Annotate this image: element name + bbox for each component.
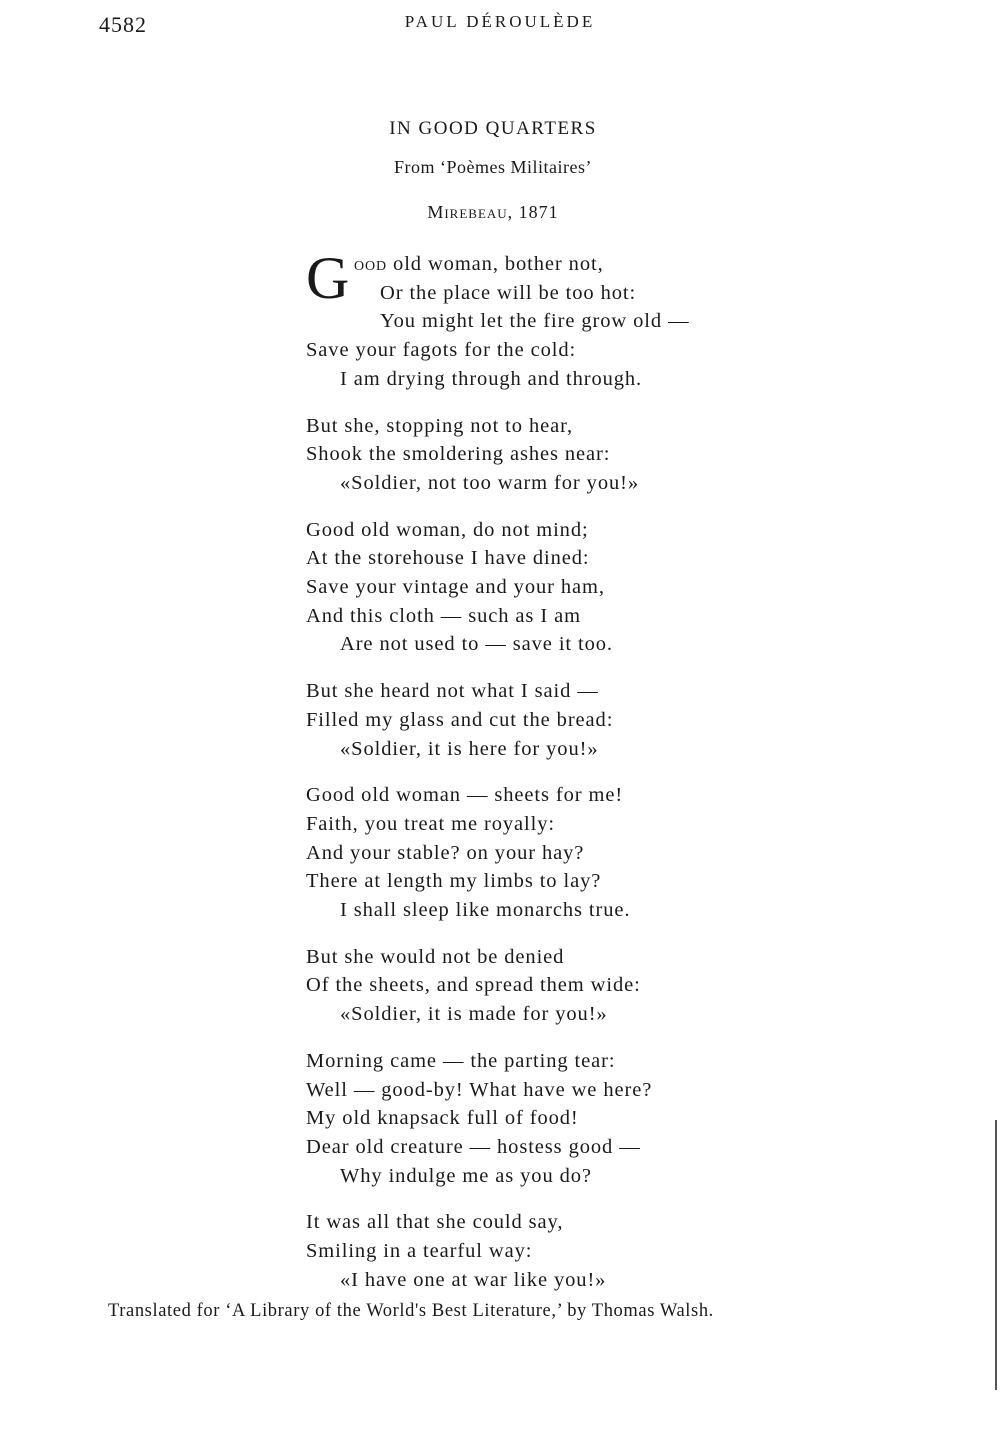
stanza [306,943,866,1029]
poem-line: Save your vintage and your ham, [306,576,605,599]
running-head: PAUL DÉROULÈDE [404,12,596,31]
poem-line: And this cloth — such as I am [306,604,581,627]
poem-line: «I have one at war like you!» [340,1268,607,1291]
poem-line: Of the sheets, and spread them wide: [306,974,641,997]
poem-line: I am drying through and through. [340,367,643,390]
poem-line: But she would not be denied [306,945,565,968]
poem-line: I shall sleep like monarchs true. [340,899,631,922]
poem-line: Well — good-by! What have we here? [306,1078,653,1101]
stanza [306,677,866,763]
poem-line: There at length my limbs to lay? [306,870,602,893]
stanza [306,412,866,498]
poem-line: Smiling in a tearful way: [306,1240,533,1263]
poem-line: «Soldier, it is here for you!» [340,737,599,760]
stanza [306,1047,866,1191]
poem-line: You might let the fire grow old — [380,310,690,333]
dateline-year: 1871 [518,202,559,222]
poem-line: Save your fagots for the cold: [306,339,577,362]
poem-source: From ‘Poèmes Militaires’ [394,157,592,177]
poem-line: Dear old creature — hostess good — [306,1135,641,1158]
poem-body [306,245,866,1313]
page-number: 4582 [99,12,147,37]
poem-line: Good old woman, do not mind; [306,518,589,541]
poem-line: Are not used to — save it too. [340,633,613,656]
margin-rule [995,1120,997,1390]
stanza [306,516,866,660]
poem-line: And your stable? on your hay? [306,841,585,864]
first-word-rest: ood [354,253,388,275]
stanza [306,781,866,925]
stanza [306,1208,866,1294]
poem-line: But she heard not what I said — [306,680,599,703]
poem-line: «Soldier, it is made for you!» [340,1003,608,1026]
poem-line: Shook the smoldering ashes near: [306,443,611,466]
poem-line: But she, stopping not to hear, [306,414,574,437]
poem-line: Why indulge me as you do? [340,1164,592,1187]
poem-line: «Soldier, not too warm for you!» [340,471,639,494]
poem-line: Or the place will be too hot: [380,281,637,304]
translation-credit: Translated for ‘A Library of the World's Best Literature,’ by Thomas Walsh. [108,1301,714,1321]
poem-line [306,250,866,279]
poem-title: IN GOOD QUARTERS [389,118,597,139]
poem-line: Morning came — the parting tear: [306,1049,616,1072]
poem-line: My old knapsack full of food! [306,1107,579,1130]
poem-line: It was all that she could say, [306,1211,564,1234]
stanza [306,245,866,394]
drop-cap: G [306,245,350,311]
poem-line: Good old woman — sheets for me! [306,784,624,807]
poem-line: At the storehouse I have dined: [306,547,590,570]
poem-line: Filled my glass and cut the bread: [306,708,614,731]
dateline-place: Mirebeau, [427,202,514,222]
first-line-rest: old woman, bother not, [387,253,604,275]
poem-line: Faith, you treat me royally: [306,812,555,835]
poem-dateline [0,202,986,223]
